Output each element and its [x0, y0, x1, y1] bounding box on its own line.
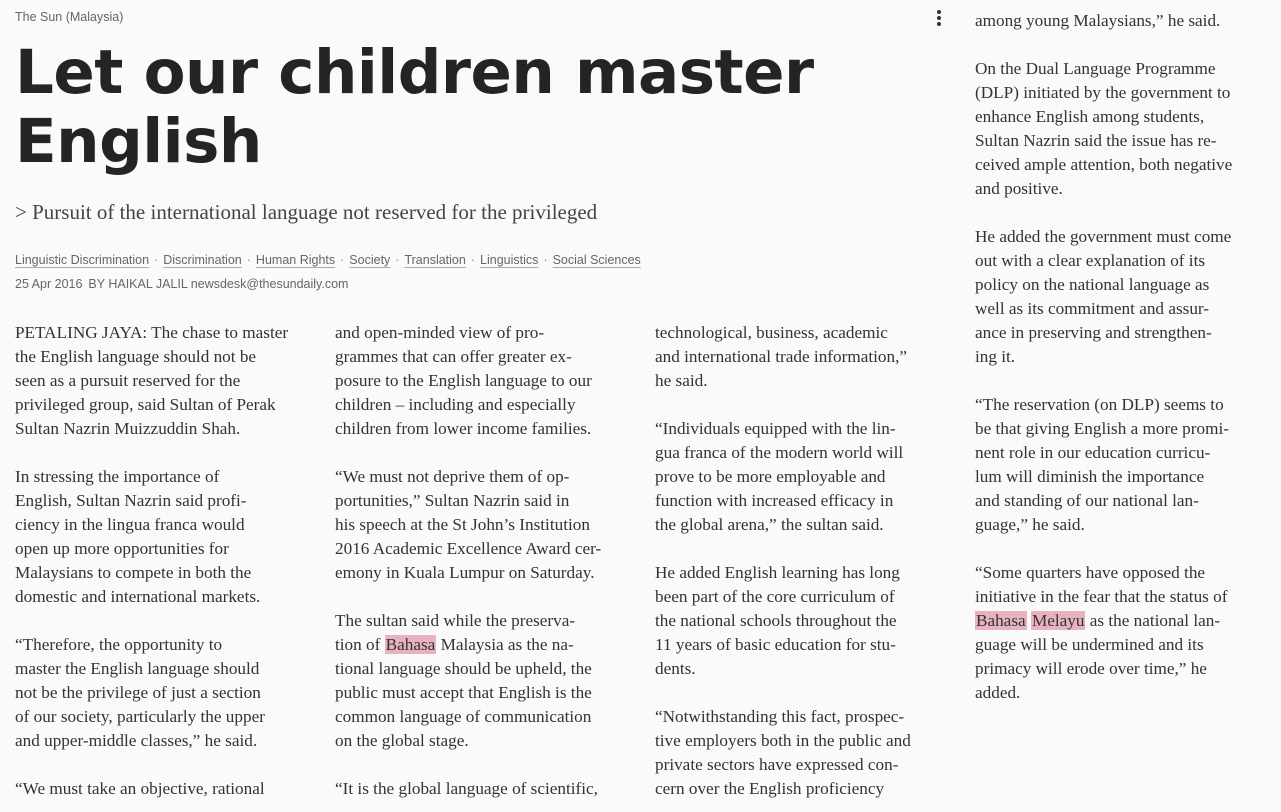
- paragraph: [655, 321, 955, 393]
- text-line: The sultan said while the preserva-: [335, 611, 576, 630]
- text-line: ance in preserving and strengthen-: [975, 323, 1212, 342]
- text-line: “We must not deprive them of op-: [335, 467, 570, 486]
- publication-source: The Sun (Malaysia): [15, 10, 124, 24]
- article-column-3: [655, 321, 955, 812]
- paragraph: [975, 225, 1275, 369]
- text-line: emony in Kuala Lumpur on Saturday.: [335, 563, 595, 582]
- text-line: common language of communication: [335, 707, 592, 726]
- text-line: function with increased efficacy in: [655, 491, 894, 510]
- text-line: not be the privilege of just a section: [15, 683, 261, 702]
- text-line: and positive.: [975, 179, 1063, 198]
- text-line: he said.: [655, 371, 708, 390]
- text-line: posure to the English language to our: [335, 371, 592, 390]
- paragraph: [655, 561, 955, 681]
- text-line: the national schools throughout the: [655, 611, 897, 630]
- text-line: He added English learning has long: [655, 563, 900, 582]
- article-title: [15, 38, 915, 176]
- text-line: children – including and especially: [335, 395, 576, 414]
- text-line: initiative in the fear that the status of: [975, 587, 1228, 606]
- text-line: public must accept that English is the: [335, 683, 592, 702]
- text-line: portunities,” Sultan Nazrin said in: [335, 491, 570, 510]
- text-line: “Individuals equipped with the lin-: [655, 419, 896, 438]
- text-line: policy on the national language as: [975, 275, 1210, 294]
- text-line: ceived ample attention, both negative: [975, 155, 1233, 174]
- text-line: Sultan Nazrin said the issue has re-: [975, 131, 1217, 150]
- text-line: Malaysians to compete in both the: [15, 563, 252, 582]
- tag-list: [15, 253, 641, 267]
- paragraph: [655, 705, 955, 801]
- text-line: master the English language should: [15, 659, 260, 678]
- tag-separator: ·: [246, 253, 251, 267]
- text-line: “It is the global language of scientific,: [335, 779, 598, 798]
- text-line: and open-minded view of pro-: [335, 323, 545, 342]
- paragraph: [15, 321, 315, 441]
- text-line: among young Malaysians,” he said.: [975, 11, 1221, 30]
- text-line: ing it.: [975, 347, 1016, 366]
- text-line: privileged group, said Sultan of Perak: [15, 395, 276, 414]
- more-vertical-icon[interactable]: [930, 8, 948, 28]
- text-line: been part of the core curriculum of: [655, 587, 895, 606]
- text-line: PETALING JAYA: The chase to master: [15, 323, 289, 342]
- article-column-1: [15, 321, 315, 812]
- paragraph: [975, 561, 1275, 705]
- highlighted-term[interactable]: Melayu: [1031, 611, 1085, 630]
- text-line: open up more opportunities for: [15, 539, 229, 558]
- paragraph: [335, 321, 635, 441]
- text-line: tional language should be upheld, the: [335, 659, 592, 678]
- highlighted-term[interactable]: Bahasa: [385, 635, 436, 654]
- tag-society[interactable]: Society: [349, 253, 391, 267]
- tag-separator: ·: [470, 253, 476, 267]
- paragraph: [15, 777, 315, 801]
- text-line: Sultan Nazrin Muizzuddin Shah.: [15, 419, 241, 438]
- text-line: on the global stage.: [335, 731, 469, 750]
- text-line: and upper-middle classes,” he said.: [15, 731, 258, 750]
- article-column-4: [975, 9, 1275, 729]
- text-line: (DLP) initiated by the government to: [975, 83, 1231, 102]
- text-line: domestic and international markets.: [15, 587, 261, 606]
- tag-separator: ·: [543, 253, 548, 267]
- tag-translation[interactable]: Translation: [404, 253, 466, 267]
- paragraph: [335, 465, 635, 585]
- text-line: added.: [975, 683, 1021, 702]
- paragraph: [335, 609, 635, 753]
- text-line: the global arena,” the sultan said.: [655, 515, 884, 534]
- text-line: lum will diminish the importance: [975, 467, 1205, 486]
- text-line: his speech at the St John’s Institution: [335, 515, 590, 534]
- text-line: guage,” he said.: [975, 515, 1085, 534]
- text-line: Malaysia as the na-: [436, 635, 574, 654]
- article-column-2: [335, 321, 635, 812]
- tag-separator: ·: [340, 253, 345, 267]
- text-line: be that giving English a more promi-: [975, 419, 1229, 438]
- article-title-line-1: Let our children master: [15, 37, 814, 108]
- text-line: cern over the English proficiency: [655, 779, 885, 798]
- paragraph: [975, 393, 1275, 537]
- text-line: “Therefore, the opportunity to: [15, 635, 223, 654]
- text-line: tive employers both in the public and: [655, 731, 911, 750]
- paragraph: [335, 777, 635, 801]
- text-line: dents.: [655, 659, 696, 678]
- text-line: private sectors have expressed con-: [655, 755, 899, 774]
- tag-social-sciences[interactable]: Social Sciences: [552, 253, 641, 267]
- tag-linguistics[interactable]: Linguistics: [480, 253, 539, 267]
- text-line: seen as a pursuit reserved for the: [15, 371, 241, 390]
- text-line: technological, business, academic: [655, 323, 888, 342]
- text-line: gua franca of the modern world will: [655, 443, 904, 462]
- menu-dot: [937, 10, 941, 14]
- text-line: well as its commitment and assur-: [975, 299, 1210, 318]
- text-line: He added the government must come: [975, 227, 1232, 246]
- article-title-line-2: English: [15, 106, 262, 177]
- text-line: grammes that can offer greater ex-: [335, 347, 572, 366]
- paragraph: [15, 633, 315, 753]
- text-line: as the national lan-: [1085, 611, 1221, 630]
- text-line: nent role in our education curricu-: [975, 443, 1211, 462]
- text-line: guage will be undermined and its: [975, 635, 1204, 654]
- tag-human-rights[interactable]: Human Rights: [255, 253, 336, 267]
- text-line: prove to be more employable and: [655, 467, 886, 486]
- text-line: In stressing the importance of: [15, 467, 220, 486]
- text-line: the English language should not be: [15, 347, 257, 366]
- text-line: On the Dual Language Programme: [975, 59, 1216, 78]
- tag-linguistic-discrimination[interactable]: Linguistic Discrimination: [15, 253, 150, 267]
- menu-dot: [937, 16, 941, 20]
- paragraph: [655, 417, 955, 537]
- text-line: “The reservation (on DLP) seems to: [975, 395, 1224, 414]
- text-line: “Some quarters have opposed the: [975, 563, 1206, 582]
- text-line: “Notwithstanding this fact, prospec-: [655, 707, 905, 726]
- text-line: of our society, particularly the upper: [15, 707, 265, 726]
- tag-separator: ·: [154, 253, 159, 267]
- paragraph: [975, 9, 1275, 33]
- text-line: “We must take an objective, rational: [15, 779, 265, 798]
- menu-dot: [937, 22, 941, 26]
- text-line: enhance English among students,: [975, 107, 1205, 126]
- text-line: tion of: [335, 635, 385, 654]
- article-meta: [15, 277, 348, 291]
- article-subtitle: > Pursuit of the international language not reserved for the privileged: [15, 200, 598, 224]
- tag-discrimination[interactable]: Discrimination: [163, 253, 242, 267]
- text-line: out with a clear explanation of its: [975, 251, 1206, 270]
- text-line: 2016 Academic Excellence Award cer-: [335, 539, 602, 558]
- paragraph: [975, 57, 1275, 201]
- highlighted-term[interactable]: Bahasa: [976, 611, 1026, 630]
- text-line: ciency in the lingua franca would: [15, 515, 245, 534]
- text-line: children from lower income families.: [335, 419, 592, 438]
- text-line: 11 years of basic education for stu-: [655, 635, 896, 654]
- article-byline: BY HAIKAL JALIL newsdesk@thesundaily.com: [88, 277, 349, 291]
- text-line: and international trade information,”: [655, 347, 907, 366]
- article-date: 25 Apr 2016: [15, 277, 83, 291]
- paragraph: [15, 465, 315, 609]
- tag-separator: ·: [395, 253, 400, 267]
- text-line: and standing of our national lan-: [975, 491, 1199, 510]
- text-line: English, Sultan Nazrin said profi-: [15, 491, 247, 510]
- text-line: primacy will erode over time,” he: [975, 659, 1207, 678]
